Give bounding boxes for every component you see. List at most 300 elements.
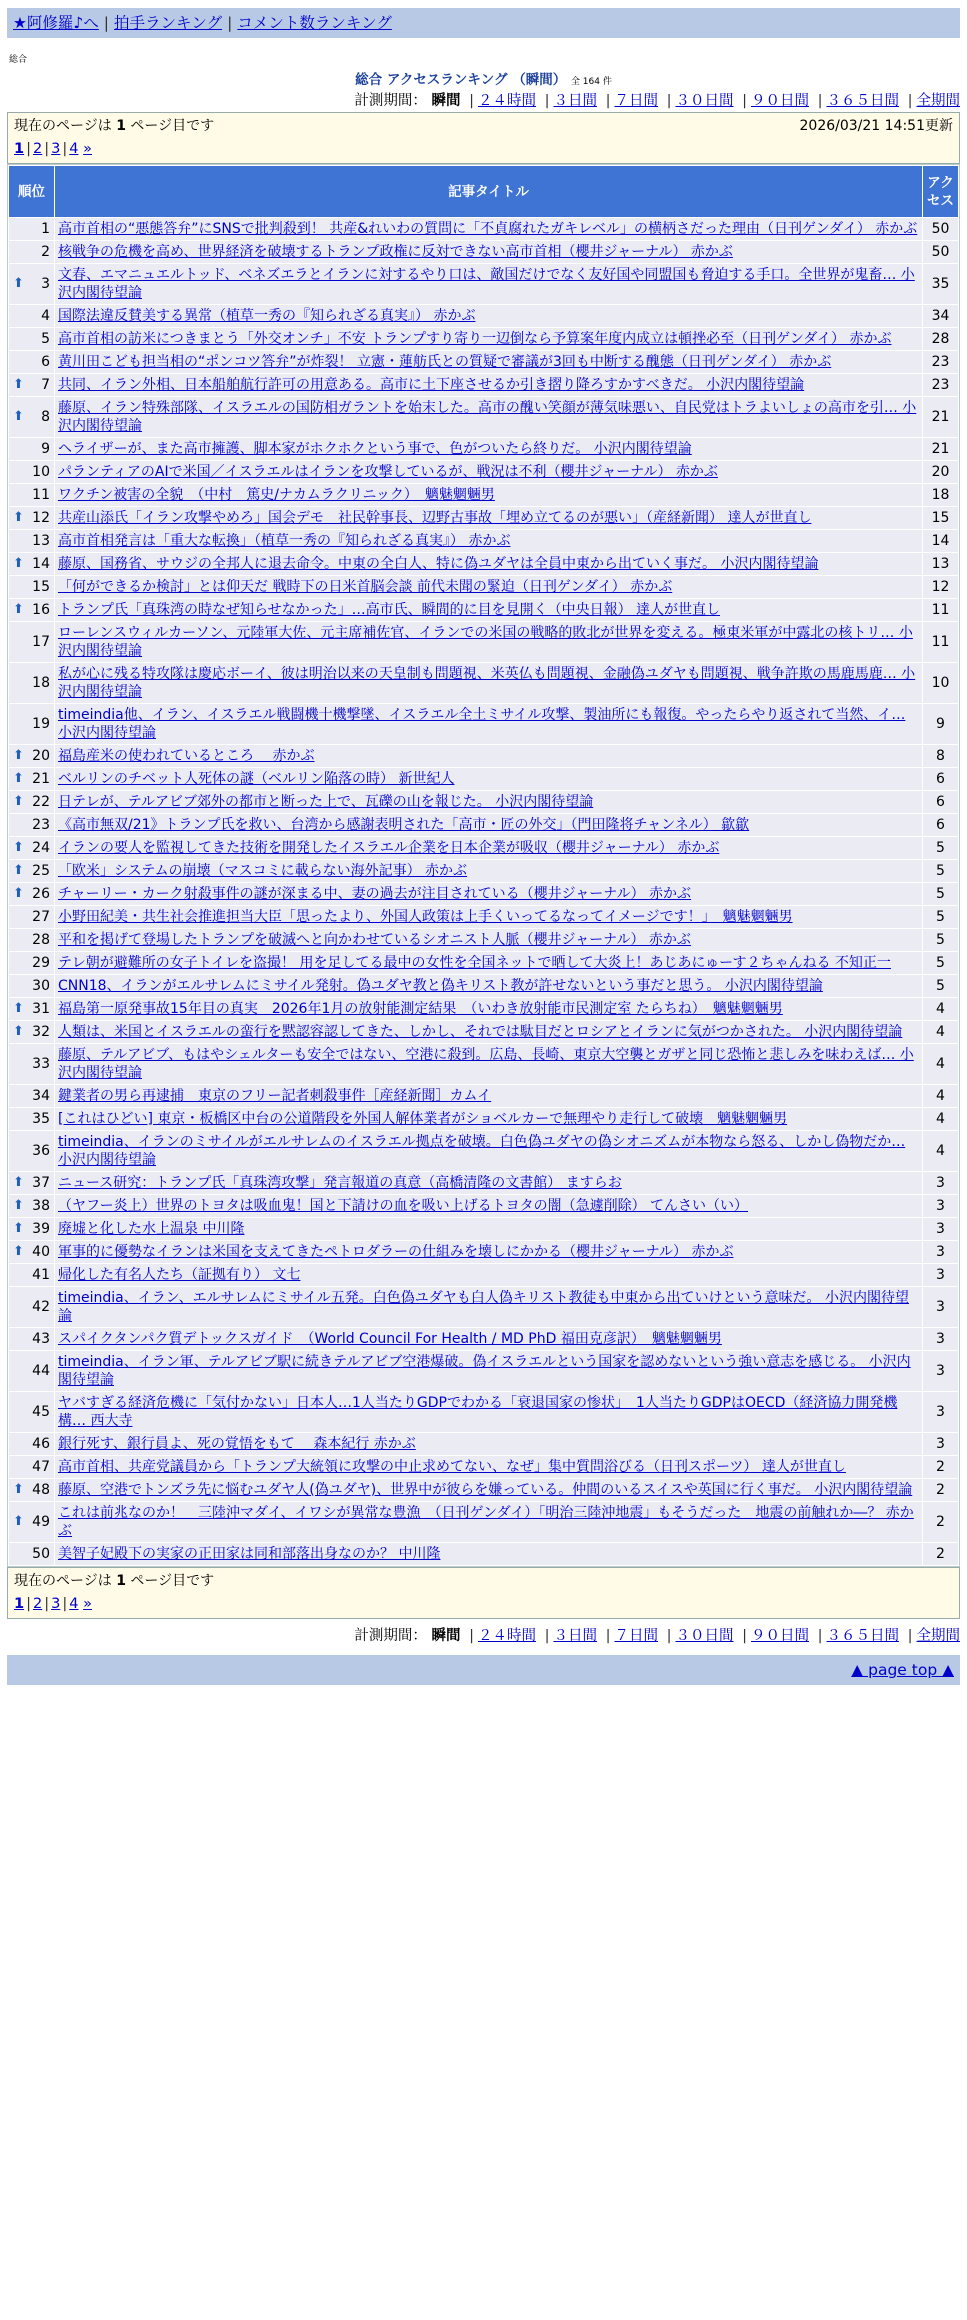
title-cell — [55, 218, 922, 240]
access-count: 6 — [923, 791, 958, 813]
access-count: 6 — [923, 814, 958, 836]
title-cell — [55, 397, 922, 437]
period-365d-link[interactable]: ３６５日間 — [826, 93, 899, 109]
table-row — [9, 484, 958, 506]
access-count: 3 — [923, 1433, 958, 1455]
title-cell — [55, 1543, 922, 1565]
title-cell — [55, 1108, 922, 1130]
title-cell — [55, 1479, 922, 1501]
table-row — [9, 768, 958, 790]
article-title-link[interactable]: パランティアのAIで米国／イスラエルはイランを攻撃しているが、戦況は不利（櫻井ジャーナル） 赤かぶ — [58, 464, 718, 480]
article-title-link[interactable]: 軍事的に優勢なイランは米国を支えてきたペトロダラーの仕組みを壊しにかかる（櫻井ジャーナル） 赤かぶ — [58, 1244, 734, 1260]
rank-number: 27 — [32, 909, 50, 925]
page-status: 現在のページは 1 ページ目です — [14, 1573, 215, 1589]
title-cell — [55, 622, 922, 662]
title-cell — [55, 906, 922, 928]
article-title-link[interactable]: 平和を掲げて登場したトランプを破滅へと向かわせているシオニスト人脈（櫻井ジャーナル） 赤かぶ — [58, 932, 691, 948]
title-cell — [55, 998, 922, 1020]
rank-number: 16 — [32, 602, 50, 618]
rank-cell — [9, 397, 54, 437]
page-link-current[interactable]: 1 — [14, 141, 25, 157]
article-title-link[interactable]: 藤原、テルアビブ、もはやシェルターも安全ではない、空港に殺到。広島、長崎、東京大空襲とガザと同じ恐怖と悲しみを味わえば… 小沢内閣待望論 — [58, 1047, 914, 1081]
table-row — [9, 704, 958, 744]
access-count: 50 — [923, 218, 958, 240]
article-title-link[interactable]: 日テレが、テルアビブ郊外の都市と断った上で、瓦礫の山を報じた。 小沢内閣待望論 — [58, 794, 594, 810]
rank-number: 23 — [32, 817, 50, 833]
access-count: 35 — [923, 264, 958, 304]
rank-number: 28 — [32, 932, 50, 948]
article-title-link[interactable]: 藤原、イラン特殊部隊、イスラエルの国防相ガラントを始末した。高市の醜い笑顔が薄気味悪い、自民党はトラよいしょの高市を引… 小沢内閣待望論 — [58, 400, 917, 434]
rank-cell — [9, 883, 54, 905]
rank-cell — [9, 461, 54, 483]
rank-number: 33 — [32, 1056, 50, 1072]
table-row — [9, 374, 958, 396]
title-cell — [55, 530, 922, 552]
article-title-link[interactable]: 高市首相の“悪態答弁”にSNSで批判殺到！ 共産&れいわの質問に「不貞腐れたガキレベル」の横柄さだった理由（日刊ゲンダイ） 赤かぶ — [58, 221, 918, 237]
access-count: 3 — [923, 1195, 958, 1217]
updated-time: 2026/03/21 14:51更新 — [799, 118, 953, 134]
article-title-link[interactable]: 高市首相の訪米につきまとう「外交オンチ」不安 トランプすり寄り一辺倒なら予算案年度内成立は頓挫必至（日刊ゲンダイ） 赤かぶ — [58, 331, 892, 347]
page-link[interactable]: 4 — [69, 1596, 79, 1612]
article-title-link[interactable]: 鍵業者の男ら再逮捕 東京のフリー記者刺殺事件［産経新聞］カムイ — [58, 1088, 492, 1104]
title-cell — [55, 305, 922, 327]
rank-number: 25 — [32, 863, 50, 879]
col-access-header: アクセス — [923, 166, 958, 217]
rank-number: 50 — [32, 1546, 50, 1562]
rank-cell — [9, 1021, 54, 1043]
rank-number: 35 — [32, 1111, 50, 1127]
title-cell — [55, 1502, 922, 1542]
table-row — [9, 461, 958, 483]
rank-up-arrow-icon: ⬆ — [13, 771, 24, 786]
access-count: 5 — [923, 883, 958, 905]
rank-number: 12 — [32, 510, 50, 526]
rank-number: 13 — [32, 533, 50, 549]
title-cell — [55, 1392, 922, 1432]
rank-cell — [9, 1433, 54, 1455]
period-30d-link[interactable]: ３０日間 — [675, 1628, 734, 1644]
access-count: 10 — [923, 663, 958, 703]
article-title-link[interactable]: 高市首相、共産党議員から「トランプ大統領に攻撃の中止求めてない、なぜ」集中質問浴びる（日刊スポーツ） 達人が世直し — [58, 1459, 846, 1475]
rank-cell — [9, 1479, 54, 1501]
article-title-link[interactable]: 福島産米の使われているところ 赤かぶ — [58, 748, 315, 764]
access-count: 5 — [923, 929, 958, 951]
title-cell — [55, 704, 922, 744]
title-cell — [55, 1241, 922, 1263]
article-title-link[interactable]: 帰化した有名人たち（証拠有り） 文七 — [58, 1267, 301, 1283]
access-count: 11 — [923, 622, 958, 662]
title-cell — [55, 814, 922, 836]
rank-cell — [9, 929, 54, 951]
article-title-link[interactable]: テレ朝が避難所の女子トイレを盗撮！ 用を足してる最中の女性を全国ネットで晒して大炎上！あじあにゅーす２ちゃんねる 不知正一 — [58, 955, 891, 971]
rank-cell — [9, 1108, 54, 1130]
title-cell — [55, 745, 922, 767]
access-count: 13 — [923, 553, 958, 575]
rank-number: 2 — [41, 244, 50, 260]
rank-number: 43 — [32, 1331, 50, 1347]
period-selector-bottom: 計測期間： 瞬間 | ２４時間 | ３日間 | ７日間 | ３０日間 | ９０日間 | ３６５日間 | 全期間 — [354, 1628, 960, 1644]
title-cell — [55, 241, 922, 263]
clap-ranking-link[interactable]: 拍手ランキング — [114, 14, 223, 32]
table-row — [9, 745, 958, 767]
table-row — [9, 1021, 958, 1043]
access-count: 8 — [923, 745, 958, 767]
table-row — [9, 553, 958, 575]
article-title-link[interactable]: [これはひどい] 東京・板橋区中台の公道階段を外国人解体業者がショベルカーで無理やり走行して破壊 魑魅魍魎男 — [58, 1111, 788, 1127]
rank-up-arrow-icon: ⬆ — [13, 1024, 24, 1039]
access-count: 5 — [923, 906, 958, 928]
table-row — [9, 328, 958, 350]
page-top-link[interactable]: ▲ page top ▲ — [851, 1661, 954, 1679]
rank-number: 37 — [32, 1175, 50, 1191]
period-all-link[interactable]: 全期間 — [916, 93, 960, 109]
rank-number: 5 — [41, 331, 50, 347]
rank-cell — [9, 791, 54, 813]
page-link[interactable]: 4 — [69, 141, 79, 157]
access-count: 18 — [923, 484, 958, 506]
rank-number: 44 — [32, 1363, 50, 1379]
period-all-link[interactable]: 全期間 — [916, 1628, 960, 1644]
rank-cell — [9, 438, 54, 460]
col-title-header: 記事タイトル — [55, 166, 922, 217]
page-link-current[interactable]: 1 — [14, 1596, 25, 1612]
nav-separator: | — [103, 14, 110, 32]
table-row — [9, 1328, 958, 1350]
access-count: 4 — [923, 998, 958, 1020]
period-24h-link[interactable]: ２４時間 — [478, 93, 536, 109]
rank-number: 42 — [32, 1299, 50, 1315]
table-row — [9, 1287, 958, 1327]
rank-cell — [9, 1543, 54, 1565]
period-3d-link[interactable]: ３日間 — [553, 93, 597, 109]
table-row — [9, 241, 958, 263]
rank-up-arrow-icon: ⬆ — [13, 1514, 24, 1529]
period-365d-link[interactable]: ３６５日間 — [826, 1628, 899, 1644]
rank-number: 26 — [32, 886, 50, 902]
rank-number: 47 — [32, 1459, 50, 1475]
rank-cell — [9, 530, 54, 552]
table-row — [9, 1085, 958, 1107]
article-title-link[interactable]: timeindia他、イラン、イスラエル戦闘機十機撃墜、イスラエル全土ミサイル攻撃、製油所にも報復。やったらやり返されて当然、イ… 小沢内閣待望論 — [58, 707, 906, 741]
article-title-link[interactable]: 廃墟と化した水上温泉 中川隆 — [58, 1221, 245, 1237]
rank-cell — [9, 484, 54, 506]
title-cell — [55, 553, 922, 575]
table-row — [9, 1218, 958, 1240]
rank-cell — [9, 663, 54, 703]
table-row — [9, 576, 958, 598]
title-cell — [55, 484, 922, 506]
article-title-link[interactable]: timeindia、イランのミサイルがエルサレムのイスラエル拠点を破壊。白色偽ユダヤの偽シオニズムが本物なら怒る、しかし偽物だか… 小沢内閣待望論 — [58, 1134, 906, 1168]
rank-number: 45 — [32, 1404, 50, 1420]
rank-cell — [9, 1502, 54, 1542]
rank-number: 1 — [41, 221, 50, 237]
article-title-link[interactable]: 共産山添氏「イラン攻撃やめろ」国会デモ 社民幹事長、辺野古事故「埋め立てるのが悪い」（産経新聞） 達人が世直し — [58, 510, 812, 526]
access-count: 2 — [923, 1502, 958, 1542]
rank-number: 36 — [32, 1143, 50, 1159]
title-cell — [55, 1085, 922, 1107]
home-link[interactable]: ★阿修羅♪へ — [13, 14, 99, 32]
rank-up-arrow-icon: ⬆ — [13, 1198, 24, 1213]
period-90d-link[interactable]: ９０日間 — [751, 93, 809, 109]
access-count: 21 — [923, 438, 958, 460]
article-title-link[interactable]: 小野田紀美・共生社会推進担当大臣「思ったより、外国人政策は上手くいってるなってイメージです！」 魑魅魍魎男 — [58, 909, 793, 925]
article-title-link[interactable]: 私が心に残る特攻隊は慶応ボーイ、彼は明治以来の天皇制も問題視、米英仏も問題視、金融偽ユダヤも問題視、戦争許欺の馬鹿馬鹿… 小沢内閣待望論 — [58, 666, 916, 700]
table-row — [9, 1479, 958, 1501]
article-title-link[interactable]: （ヤフー炎上）世界のトヨタは吸血鬼！国と下請けの血を吸い上げるトヨタの闇（急遽削除） てんさい（い） — [58, 1198, 749, 1214]
rank-up-arrow-icon: ⬆ — [13, 556, 24, 571]
rank-number: 20 — [32, 748, 50, 764]
title-cell — [55, 1195, 922, 1217]
table-row — [9, 264, 958, 304]
article-title-link[interactable]: 美智子妃殿下の実家の正田家は同和部落出身なのか？ 中川隆 — [58, 1546, 441, 1562]
article-title-link[interactable]: 国際法違反賛美する異常（植草一秀の『知られざる真実』） 赤かぶ — [58, 308, 476, 324]
rank-cell — [9, 952, 54, 974]
title-cell — [55, 837, 922, 859]
page-status: 現在のページは 1 ページ目です — [14, 118, 215, 134]
rank-cell — [9, 1085, 54, 1107]
article-title-link[interactable]: 人類は、米国とイスラエルの蛮行を黙認容認してきた、しかし、それでは駄目だとロシアとイランに気がつかされた。 小沢内閣待望論 — [58, 1024, 903, 1040]
rank-cell — [9, 351, 54, 373]
table-row — [9, 1108, 958, 1130]
article-title-link[interactable]: timeindia、イラン軍、テルアビブ駅に続きテルアビブ空港爆破。偽イスラエルという国家を認めないという強い意志を感じる。 小沢内閣待望論 — [58, 1354, 911, 1388]
period-30d-link[interactable]: ３０日間 — [675, 93, 734, 109]
article-title-link[interactable]: ローレンスウィルカーソン、元陸軍大佐、元主席補佐官、イランでの米国の戦略的敗北が世界を変える。極東米軍が中露北の核トリ… 小沢内閣待望論 — [58, 625, 913, 659]
access-count: 20 — [923, 461, 958, 483]
article-title-link[interactable]: 文春、エマニュエルトッド、ベネズエラとイランに対するやり口は、敵国だけでなく友好国や同盟国も脅迫する手口。全世界が鬼畜… 小沢内閣待望論 — [58, 267, 915, 301]
rank-cell — [9, 998, 54, 1020]
rank-number: 9 — [41, 441, 50, 457]
article-title-link[interactable]: 「何ができるか検討」とは仰天だ 戦時下の日米首脳会談 前代未聞の緊迫（日刊ゲンダイ） 赤かぶ — [58, 579, 673, 595]
access-count: 34 — [923, 305, 958, 327]
rank-cell — [9, 1287, 54, 1327]
rank-number: 21 — [32, 771, 50, 787]
table-row — [9, 952, 958, 974]
access-count: 3 — [923, 1351, 958, 1391]
rank-cell — [9, 906, 54, 928]
table-row — [9, 929, 958, 951]
title-cell — [55, 883, 922, 905]
rank-cell — [9, 1218, 54, 1240]
ranking-title: 総合 アクセスランキング （瞬間） — [355, 72, 567, 88]
period-90d-link[interactable]: ９０日間 — [751, 1628, 809, 1644]
rank-cell — [9, 374, 54, 396]
article-title-link[interactable]: 共同、イラン外相、日本船舶航行許可の用意ある。高市に土下座させるか引き摺り降ろすかすべきだ。 小沢内閣待望論 — [58, 377, 805, 393]
access-count: 3 — [923, 1287, 958, 1327]
rank-cell — [9, 1392, 54, 1432]
table-row — [9, 1131, 958, 1171]
rank-cell — [9, 1131, 54, 1171]
period-24h-link[interactable]: ２４時間 — [478, 1628, 536, 1644]
table-row — [9, 622, 958, 662]
article-title-link[interactable]: これは前兆なのか！ 三陸沖マダイ、イワシが異常な豊漁 （日刊ゲンダイ）「明治三陸沖地震」もそうだった 地震の前触れか―？ 赤かぶ — [58, 1505, 914, 1539]
ranking-rows — [9, 218, 958, 1565]
pager-bottom — [7, 1567, 960, 1619]
article-title-link[interactable]: 福島第一原発事故15年目の真実 2026年1月の放射能測定結果 （いわき放射能市民測定室 たらちね） 魑魅魍魎男 — [58, 1001, 783, 1017]
title-cell — [55, 975, 922, 997]
article-title-link[interactable]: timeindia、イラン、エルサレムにミサイル五発。白色偽ユダヤも白人偽キリスト教徒も中東から出ていけという意味だ。 小沢内閣待望論 — [58, 1290, 909, 1324]
rank-cell — [9, 241, 54, 263]
period-7d-link[interactable]: ７日間 — [614, 1628, 658, 1644]
rank-number: 30 — [32, 978, 50, 994]
rank-cell — [9, 305, 54, 327]
page-link[interactable]: 2 — [32, 1596, 43, 1612]
access-count: 9 — [923, 704, 958, 744]
rank-up-arrow-icon: ⬆ — [13, 276, 24, 291]
access-count: 3 — [923, 1392, 958, 1432]
access-count: 21 — [923, 397, 958, 437]
table-row — [9, 1351, 958, 1391]
rank-cell — [9, 1172, 54, 1194]
table-row — [9, 1502, 958, 1542]
article-title-link[interactable]: 《高市無双/21》トランプ氏を救い、台湾から感謝表明された「高市・匠の外交」（門田隆将チャンネル） 歙歙 — [58, 817, 750, 833]
rank-cell — [9, 218, 54, 240]
table-row — [9, 1392, 958, 1432]
title-cell — [55, 929, 922, 951]
table-row — [9, 860, 958, 882]
table-row — [9, 218, 958, 240]
access-count: 4 — [923, 1131, 958, 1171]
rank-number: 48 — [32, 1482, 50, 1498]
access-count: 4 — [923, 1085, 958, 1107]
article-title-link[interactable]: 核戦争の危機を高め、世界経済を破壊するトランプ政権に反対できない高市首相（櫻井ジャーナル） 赤かぶ — [58, 244, 733, 260]
table-row — [9, 305, 958, 327]
article-title-link[interactable]: 銀行死す、銀行員よ、死の覚悟をもて 森本紀行 赤かぶ — [58, 1436, 416, 1452]
rank-up-arrow-icon: ⬆ — [13, 1244, 24, 1259]
period-label: 計測期間： — [354, 93, 427, 109]
title-cell — [55, 1021, 922, 1043]
rank-number: 18 — [32, 675, 50, 691]
article-title-link[interactable]: 黄川田こども担当相の“ポンコツ答弁”が炸裂！ 立憲・蓮舫氏との質疑で審議が3回も中断する醜態（日刊ゲンダイ） 赤かぶ — [58, 354, 832, 370]
rank-cell — [9, 745, 54, 767]
title-cell — [55, 952, 922, 974]
article-title-link[interactable]: トランプ氏「真珠湾の時なぜ知らせなかった」…高市氏、瞬間的に目を見開く（中央日報） 達人が世直し — [58, 602, 721, 618]
title-cell — [55, 264, 922, 304]
rank-number: 22 — [32, 794, 50, 810]
table-header-row — [9, 166, 958, 217]
article-title-link[interactable]: ヘライザーが、また高市擁護、脚本家がホクホクという事で、色がついたら終りだ。 小沢内閣待望論 — [58, 441, 692, 457]
rank-number: 3 — [41, 276, 50, 292]
table-row — [9, 814, 958, 836]
rank-number: 41 — [32, 1267, 50, 1283]
rank-number: 39 — [32, 1221, 50, 1237]
article-title-link[interactable]: 「欧米」システムの崩壊（マスコミに載らない海外記事） 赤かぶ — [58, 863, 468, 879]
rank-number: 6 — [41, 354, 50, 370]
table-row — [9, 1172, 958, 1194]
title-cell — [55, 507, 922, 529]
rank-up-arrow-icon: ⬆ — [13, 1175, 24, 1190]
title-cell — [55, 576, 922, 598]
page-link[interactable]: 3 — [51, 1596, 61, 1612]
rank-cell — [9, 622, 54, 662]
access-count: 3 — [923, 1328, 958, 1350]
next-page-link[interactable]: » — [83, 141, 92, 157]
rank-number: 15 — [32, 579, 50, 595]
title-cell — [55, 1218, 922, 1240]
next-page-link[interactable]: » — [83, 1596, 92, 1612]
title-cell — [55, 1433, 922, 1455]
table-row — [9, 998, 958, 1020]
title-cell — [55, 1264, 922, 1286]
title-cell — [55, 599, 922, 621]
title-cell — [55, 1172, 922, 1194]
access-count: 23 — [923, 374, 958, 396]
article-title-link[interactable]: 藤原、国務省、サウジの全邦人に退去命令。中東の全白人、特に偽ユダヤは全員中東から出ていく事だ。 小沢内閣待望論 — [58, 556, 819, 572]
page-links: 1 | 2 | 3 | 4 » — [14, 1596, 92, 1612]
access-count: 4 — [923, 1108, 958, 1130]
rank-up-arrow-icon: ⬆ — [13, 863, 24, 878]
rank-number: 38 — [32, 1198, 50, 1214]
rank-cell — [9, 975, 54, 997]
article-title-link[interactable]: ベルリンのチベット人死体の謎（ベルリン陥落の時） 新世紀人 — [58, 771, 455, 787]
period-3d-link[interactable]: ３日間 — [553, 1628, 597, 1644]
rank-cell — [9, 328, 54, 350]
table-row — [9, 906, 958, 928]
table-row — [9, 1543, 958, 1565]
rank-cell — [9, 264, 54, 304]
title-cell — [55, 328, 922, 350]
article-title-link[interactable]: イランの要人を監視してきた技術を開発したイスラエル企業を日本企業が吸収（櫻井ジャーナル） 赤かぶ — [58, 840, 720, 856]
rank-number: 14 — [32, 556, 50, 572]
article-title-link[interactable]: ニュース研究：トランプ氏「真珠湾攻撃」発言報道の真意（高橋清隆の文書館） ますらお — [58, 1175, 622, 1191]
title-cell — [55, 374, 922, 396]
access-count: 28 — [923, 328, 958, 350]
page-link[interactable]: 3 — [51, 141, 61, 157]
rank-number: 40 — [32, 1244, 50, 1260]
access-count: 11 — [923, 599, 958, 621]
period-7d-link[interactable]: ７日間 — [614, 93, 658, 109]
rank-cell — [9, 814, 54, 836]
article-title-link[interactable]: 藤原、空港でトンズラ先に悩むユダヤ人(偽ユダヤ)、世界中が彼らを嫌っている。仲間のいるスイスや英国に行く事だ。 小沢内閣待望論 — [58, 1482, 913, 1498]
table-row — [9, 397, 958, 437]
rank-up-arrow-icon: ⬆ — [13, 602, 24, 617]
article-title-link[interactable]: スパイクタンパク質デトックスガイド （World Council For Health / MD PhD 福田克彦訳） 魑魅魍魎男 — [58, 1331, 722, 1347]
article-title-link[interactable]: チャーリー・カーク射殺事件の謎が深まる中、妻の過去が注目されている（櫻井ジャーナル） 赤かぶ — [58, 886, 692, 902]
access-count: 3 — [923, 1172, 958, 1194]
title-cell — [55, 1456, 922, 1478]
col-rank-header: 順位 — [9, 166, 54, 217]
access-count: 14 — [923, 530, 958, 552]
access-count: 5 — [923, 952, 958, 974]
article-title-link[interactable]: CNN18、イランがエルサレムにミサイル発射。偽ユダヤ教と偽キリスト教が許せないという事だと思う。 小沢内閣待望論 — [58, 978, 823, 994]
pager-top — [7, 112, 960, 164]
access-count: 2 — [923, 1543, 958, 1565]
access-count: 12 — [923, 576, 958, 598]
article-title-link[interactable]: 高市首相発言は「重大な転換」（植草一秀の『知られざる真実』） 赤かぶ — [58, 533, 511, 549]
table-row — [9, 1433, 958, 1455]
rank-number: 32 — [32, 1024, 50, 1040]
table-row — [9, 1044, 958, 1084]
page-links: 1 | 2 | 3 | 4 » — [14, 141, 92, 157]
article-title-link[interactable]: ヤバすぎる経済危機に「気付かない」日本人…1人当たりGDPでわかる「衰退国家の惨状」 1人当たりGDPはOECD（経済協力開発機構… 西大寺 — [58, 1395, 898, 1429]
rank-cell — [9, 1351, 54, 1391]
access-count: 2 — [923, 1479, 958, 1501]
rank-up-arrow-icon: ⬆ — [13, 1221, 24, 1236]
comment-ranking-link[interactable]: コメント数ランキング — [237, 14, 392, 32]
rank-cell — [9, 553, 54, 575]
page-link[interactable]: 2 — [32, 141, 43, 157]
table-row — [9, 883, 958, 905]
title-cell — [55, 1328, 922, 1350]
total-count: 全 164 件 — [570, 77, 612, 87]
table-row — [9, 1195, 958, 1217]
access-count: 3 — [923, 1218, 958, 1240]
rank-number: 7 — [41, 377, 50, 393]
title-cell — [55, 1131, 922, 1171]
rank-cell — [9, 704, 54, 744]
table-row — [9, 975, 958, 997]
article-title-link[interactable]: ワクチン被害の全貌 （中村 篤史/ナカムラクリニック） 魑魅魍魎男 — [58, 487, 495, 503]
access-count: 6 — [923, 768, 958, 790]
